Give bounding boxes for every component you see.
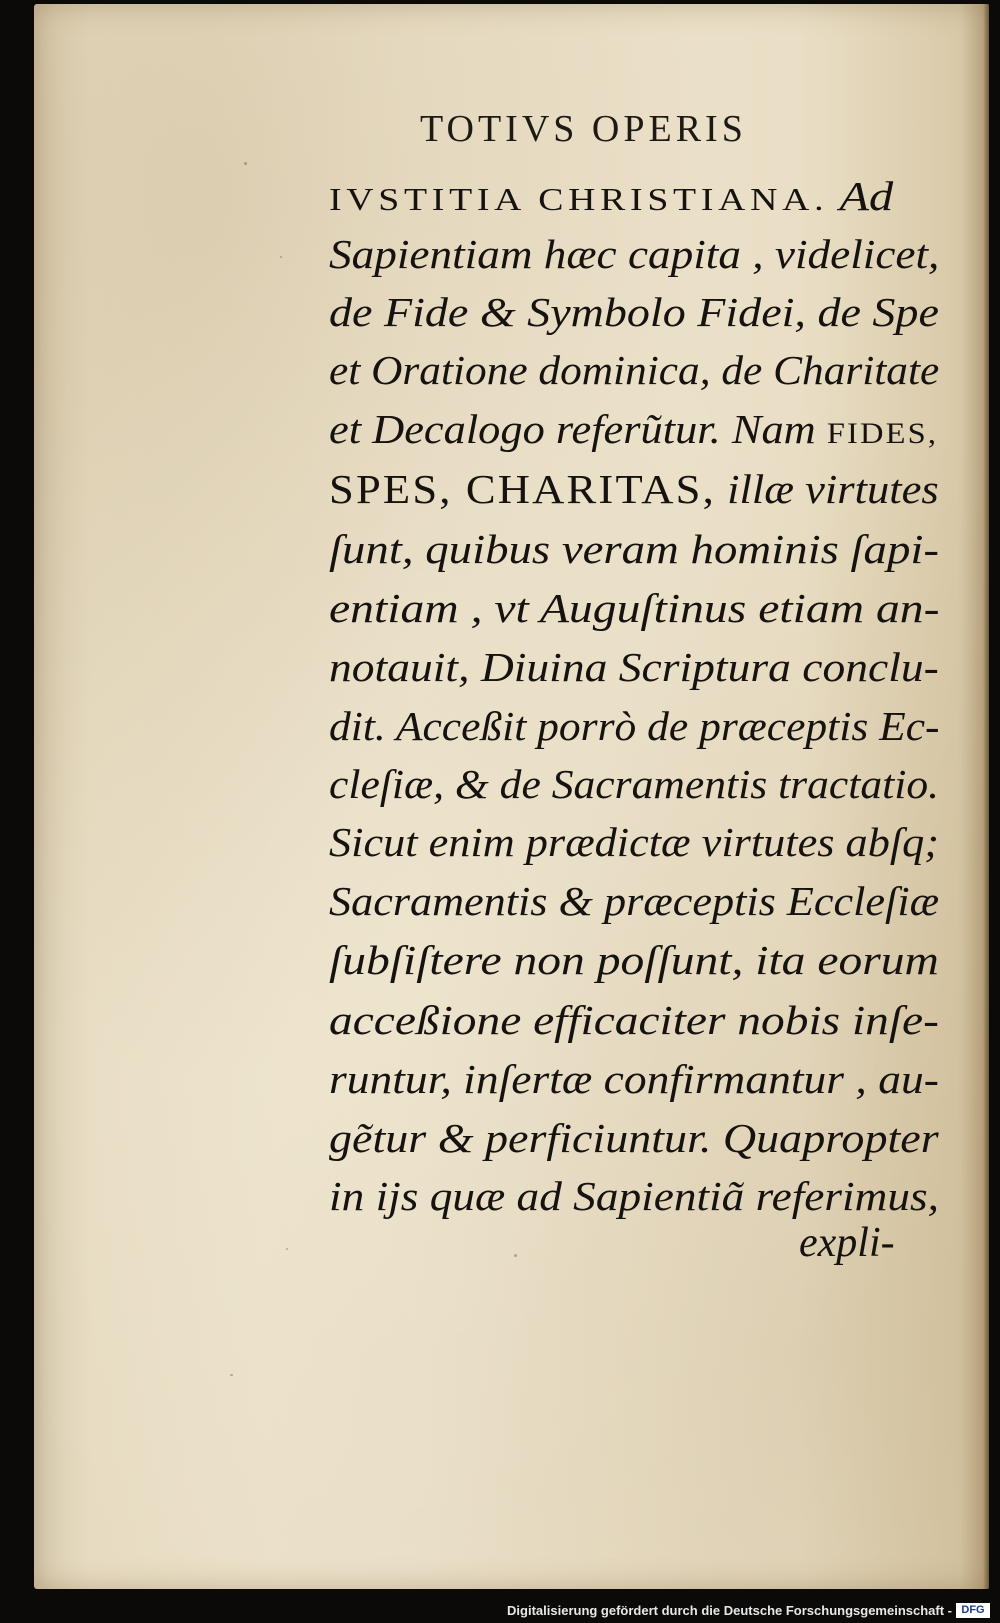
dfg-logo: DFG [956, 1603, 990, 1618]
line-text: Sacramentis & præceptis Eccleſiæ [329, 878, 940, 924]
line-text: ſunt, quibus veram hominis ſapi- [329, 526, 939, 572]
line-text: illæ virtutes [715, 466, 939, 512]
catchword: expli- [799, 1220, 895, 1266]
running-head: TOTIVS OPERIS [420, 108, 747, 150]
text-line [329, 1115, 939, 1161]
text-line [329, 819, 940, 865]
paper-speck [244, 162, 247, 165]
small-caps-text: IVSTITIA CHRISTIANA. [329, 181, 829, 217]
paper-speck [286, 1248, 288, 1250]
text-line [329, 937, 939, 983]
text-line [329, 585, 940, 631]
line-text: et Oratione dominica, de Charitate [329, 347, 940, 393]
page-edge-shadow [983, 4, 989, 1589]
line-text: ſubſiſtere non poſſunt, ita eorum [329, 937, 939, 983]
footer-bar [0, 1595, 1000, 1623]
text-line [329, 703, 940, 749]
line-text: Sicut enim prædictæ virtutes abſq; [329, 819, 940, 865]
line-text: dit. Acceßit porrò de præceptis Ec- [329, 703, 940, 749]
line-text: de Fide & Symbolo Fidei, de Spe [329, 289, 939, 335]
text-line [329, 878, 940, 924]
text-line [329, 761, 940, 807]
book-page [34, 4, 989, 1589]
line-text: acceßione efficaciter nobis inſe- [329, 997, 939, 1043]
small-caps-text: FIDES, [826, 417, 939, 450]
small-caps-text: SPES, CHARITAS, [329, 466, 716, 512]
line-text: cleſiæ, & de Sacramentis tractatio. [329, 761, 940, 807]
text-line [329, 173, 894, 219]
text-line [329, 347, 940, 393]
text-line [329, 466, 939, 512]
text-line [329, 406, 939, 452]
paper-speck [280, 256, 282, 258]
line-text: Ad [828, 173, 894, 219]
line-text: runtur, inſertæ confirmantur , au- [329, 1056, 939, 1102]
line-text: in ijs quæ ad Sapientiã referimus, [329, 1173, 939, 1219]
text-line [329, 289, 939, 335]
line-text: notauit, Diuina Scriptura conclu- [329, 644, 939, 690]
line-text: et Decalogo referũtur. Nam [329, 406, 827, 452]
text-line [329, 1056, 939, 1102]
paper-speck [230, 1374, 233, 1376]
text-line [329, 231, 940, 277]
text-line [329, 644, 939, 690]
line-text: entiam , vt Auguſtinus etiam an- [329, 585, 940, 631]
paper-speck [514, 1254, 517, 1257]
line-text: gẽtur & perficiuntur. Quapropter [329, 1115, 939, 1161]
line-text: Sapientiam hæc capita , videlicet, [329, 231, 940, 277]
text-line [329, 526, 939, 572]
text-line [329, 997, 939, 1043]
text-line [329, 1173, 939, 1219]
footer-credit: Digitalisierung gefördert durch die Deutsche Forschungsgemeinschaft - [507, 1603, 952, 1618]
